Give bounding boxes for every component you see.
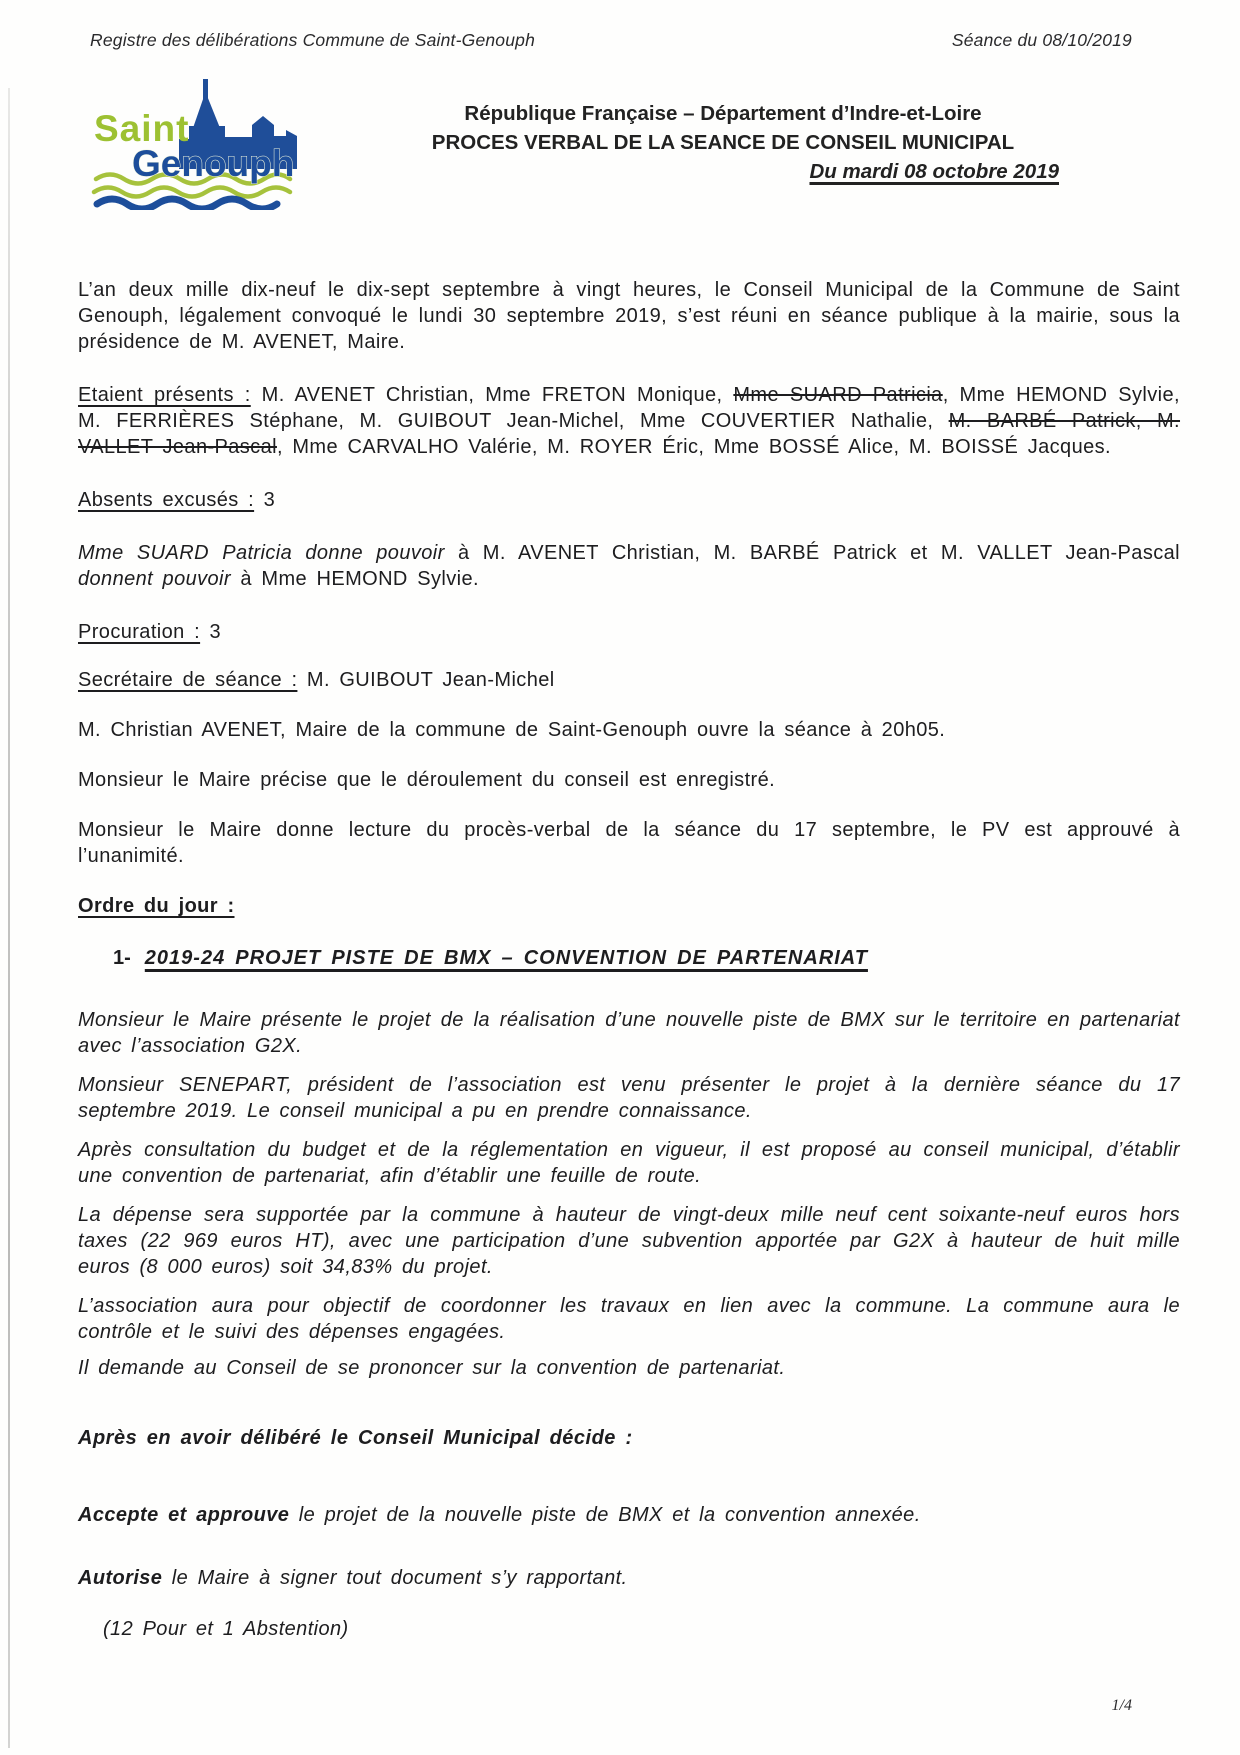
masthead	[78, 75, 1180, 215]
secretaire-line	[78, 667, 1180, 693]
absents-count: 3	[254, 489, 276, 511]
pouvoir-paragraph	[78, 540, 1180, 592]
pouvoir-italic-1: Mme SUARD Patricia donne pouvoir	[78, 542, 445, 564]
presents-struck-suard: Mme SUARD Patricia	[733, 384, 943, 406]
decision-accepte-lead: Accepte et approuve	[78, 1504, 290, 1526]
presents-paragraph	[78, 382, 1180, 460]
title-republique: République Française – Département d’Indre-et-Loire	[464, 102, 982, 125]
pouvoir-normal-2: à Mme HEMOND Sylvie.	[230, 568, 479, 590]
ouverture-paragraph: M. Christian AVENET, Maire de la commune de Saint-Genouph ouvre la séance à 20h05.	[78, 719, 946, 741]
deliberation-heading: Après en avoir délibéré le Conseil Municipal décide :	[78, 1427, 633, 1449]
absents-line	[78, 487, 1180, 513]
header-register-text: Registre des délibérations Commune de Saint-Genouph	[90, 30, 536, 50]
absents-label: Absents excusés :	[78, 489, 255, 511]
bmx-paragraph-6: Il demande au Conseil de se prononcer sur la convention de partenariat.	[78, 1357, 786, 1379]
document-body	[78, 277, 1180, 1642]
pouvoir-italic-2: donnent pouvoir	[78, 568, 231, 590]
commune-logo-image	[90, 75, 305, 210]
pv-approbation-paragraph: Monsieur le Maire donne lecture du procès-verbal de la séance du 17 septembre, le PV est approuvé à l’unanimité.	[78, 819, 1180, 867]
procuration-label: Procuration :	[78, 621, 201, 643]
title-date: Du mardi 08 octobre 2019	[809, 160, 1059, 183]
logo-word-saint: Saint	[94, 108, 190, 149]
logo-word-genouph: Genouph	[132, 143, 295, 184]
presents-text-3: , Mme CARVALHO Valérie, M. ROYER Éric, Mme BOSSÉ Alice, M. BOISSÉ Jacques.	[276, 436, 1111, 458]
ordre-du-jour-label: Ordre du jour :	[78, 895, 235, 917]
procuration-line	[78, 619, 1180, 645]
agenda-item-1-number: 1-	[113, 947, 131, 969]
scan-artifact-line	[8, 88, 10, 1748]
header-session-date: Séance du 08/10/2019	[951, 30, 1132, 50]
decision-accepte-line	[78, 1502, 1180, 1528]
bmx-paragraph-2: Monsieur SENEPART, président de l’association est venu présenter le projet à la dernière séance du 17 septembre 2019. Le conseil municipal a pu en prendre connaissance.	[78, 1074, 1180, 1122]
secretaire-label: Secrétaire de séance :	[78, 669, 298, 691]
bmx-paragraph-4: La dépense sera supportée par la commune à hauteur de vingt-deux mille neuf cent soixante-neuf euros hors taxes (22 969 euros HT), avec une participation d’une subvention apportée par G2X à hauteur de huit mille euros (8 000 euros) soit 34,83% du projet.	[78, 1204, 1180, 1278]
bmx-paragraph-3: Après consultation du budget et de la réglementation en vigueur, il est proposé au conseil municipal, d’établir une convention de partenariat, afin d’établir une feuille de route.	[78, 1139, 1180, 1187]
decision-autorise-text: le Maire à signer tout document s’y rapportant.	[162, 1567, 628, 1589]
enregistrement-paragraph: Monsieur le Maire précise que le déroulement du conseil est enregistré.	[78, 769, 776, 791]
ordre-du-jour-heading	[78, 893, 1180, 919]
document-title-block	[387, 75, 1059, 215]
presents-label: Etaient présents :	[78, 384, 251, 406]
bmx-paragraph-5: L’association aura pour objectif de coordonner les travaux en lien avec la commune. La commune aura le contrôle et le suivi des dépenses engagées.	[78, 1295, 1180, 1343]
intro-paragraph: L’an deux mille dix-neuf le dix-sept septembre à vingt heures, le Conseil Municipal de la Commune de Saint Genouph, légalement convoqué le lundi 30 septembre 2019, s’est réuni en séance publique à la mairie, sous la présidence de M. AVENET, Maire.	[78, 279, 1180, 353]
presents-text-2: , Mme HEMOND Sylvie, M. FERRIÈRES Stéphane, M. GUIBOUT Jean-Michel, Mme COUVERTIER Nathalie,	[78, 384, 1180, 432]
pouvoir-normal-1: à M. AVENET Christian, M. BARBÉ Patrick et M. VALLET Jean-Pascal	[444, 542, 1180, 564]
secretaire-name: M. GUIBOUT Jean-Michel	[297, 669, 555, 691]
decision-autorise-line	[78, 1565, 1180, 1591]
title-proces-verbal: PROCES VERBAL DE LA SEANCE DE CONSEIL MUNICIPAL	[431, 131, 1015, 154]
agenda-item-1-title: 2019-24 PROJET PISTE DE BMX – CONVENTION DE PARTENARIAT	[144, 947, 868, 969]
procuration-count: 3	[200, 621, 222, 643]
decision-autorise-lead: Autorise	[78, 1567, 163, 1589]
presents-text-1: M. AVENET Christian, Mme FRETON Monique,	[250, 384, 734, 406]
page-number: 1/4	[1111, 1697, 1132, 1714]
commune-logo	[90, 75, 305, 215]
decision-accepte-text: le projet de la nouvelle piste de BMX et la convention annexée.	[289, 1504, 921, 1526]
page-header	[78, 30, 1180, 51]
presents-struck-barbe-vallet: M. BARBÉ Patrick, M. VALLET Jean-Pascal	[78, 410, 1181, 458]
vote-result-line: (12 Pour et 1 Abstention)	[103, 1618, 349, 1640]
bmx-paragraph-1: Monsieur le Maire présente le projet de la réalisation d’une nouvelle piste de BMX sur le territoire en partenariat avec l’association G2X.	[78, 1009, 1180, 1057]
agenda-item-1-heading	[78, 945, 1180, 971]
